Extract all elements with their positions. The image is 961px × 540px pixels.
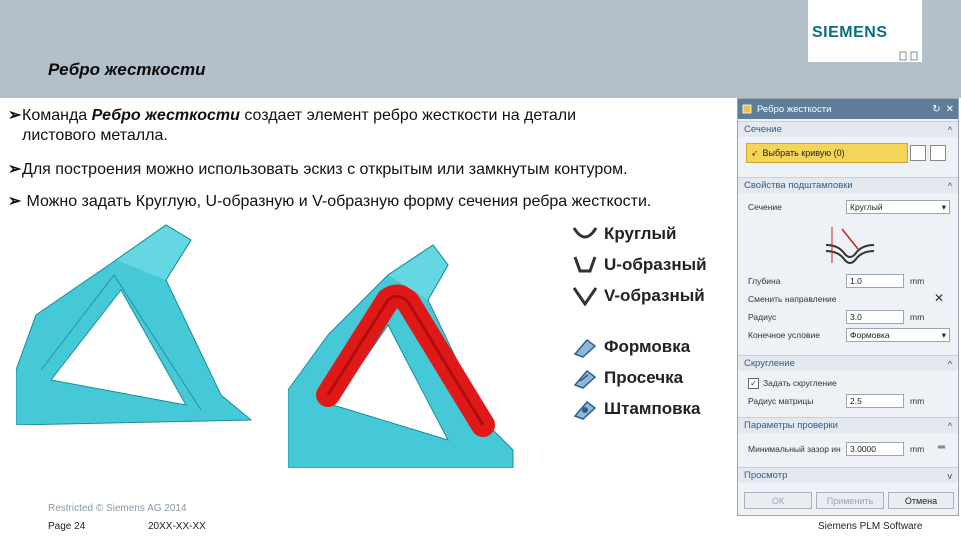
end-condition-row: Конечное условие [748, 330, 820, 340]
chevron-up-icon: ^ [947, 124, 952, 135]
chevron-up-icon: ^ [947, 420, 952, 431]
type-lance: Просечка [572, 367, 683, 389]
rib-dialog [737, 98, 959, 516]
type-stamp: Штамповка [572, 398, 701, 420]
select-curve-row[interactable]: ➹ Выбрать кривую (0) [746, 143, 908, 163]
radius-row: Радиус [748, 312, 777, 322]
reset-icon[interactable]: ↻ [932, 103, 941, 115]
die-radius-row: Радиус матрицы [748, 396, 814, 406]
prefs-header[interactable]: Параметры проверки ^ [738, 417, 958, 433]
round-checkbox[interactable]: ✓ [748, 378, 759, 389]
shape-v: V-образный [572, 286, 705, 306]
round-check-row: ✓ Задать скругление [748, 375, 950, 391]
shape-u: U-образный [572, 255, 707, 275]
min-gap-row: Минимальный зазор ин [748, 444, 841, 454]
section-type-row: Сечение [748, 202, 782, 212]
logo-text: SIEMENS [812, 24, 888, 41]
stamp-icon [572, 398, 598, 420]
min-gap-input[interactable]: 3.0000 [846, 442, 904, 456]
v-profile-icon [572, 286, 598, 306]
end-condition-select[interactable]: Формовка ▾ [846, 328, 950, 342]
arrow-bullet-icon: ➢ [8, 107, 22, 124]
apply-button[interactable]: Применить [816, 492, 884, 509]
section-header[interactable]: Сечение ^ [738, 121, 958, 137]
properties-header[interactable]: Свойства подштамповки ^ [738, 177, 958, 193]
shape-round: Круглый [572, 224, 676, 244]
footer-restricted: Restricted © Siemens AG 2014 [48, 503, 187, 514]
die-radius-input[interactable]: 2.5 [846, 394, 904, 408]
footer-page: Page 24 [48, 521, 86, 532]
chevron-down-icon: v [947, 470, 952, 481]
cancel-button[interactable]: Отмена [888, 492, 954, 509]
arrow-bullet-icon: ➢ [8, 193, 22, 210]
sketch-button[interactable] [930, 145, 946, 161]
u-profile-icon [572, 255, 598, 275]
arrow-bullet-icon: ➢ [8, 161, 22, 178]
die-radius-unit: mm [910, 396, 925, 406]
chevron-up-icon: ^ [947, 358, 952, 369]
bullet-3: ➢ Можно задать Круглую, U-образную и V-образную форму сечения ребра жесткости. [8, 193, 652, 210]
part-image-rib [288, 240, 518, 468]
section-type-select[interactable]: Круглый ▾ [846, 200, 950, 214]
dropdown-arrow-icon: ▾ [941, 329, 946, 340]
flip-direction-row: Сменить направление [748, 294, 837, 304]
preview-header[interactable]: Просмотр v [738, 467, 958, 483]
radius-unit: mm [910, 312, 925, 322]
min-gap-unit: mm [910, 444, 925, 454]
close-icon[interactable]: ✕ [945, 103, 954, 115]
dialog-titlebar [738, 99, 958, 119]
selection-pointer-icon: ➹ [751, 147, 759, 158]
depth-row: Глубина [748, 276, 781, 286]
chevron-up-icon: ^ [947, 180, 952, 191]
footer-date: 20XX-XX-XX [148, 521, 206, 532]
dialog-title: Ребро жесткости [757, 103, 832, 115]
round-header[interactable]: Скругление ^ [738, 355, 958, 371]
formula-menu-icon[interactable]: ═ [938, 442, 946, 453]
slide-title: Ребро жесткости [48, 60, 206, 79]
depth-input[interactable]: 1.0 [846, 274, 904, 288]
forming-icon [572, 336, 598, 358]
logo-marks [898, 50, 922, 62]
type-forming: Формовка [572, 336, 690, 358]
flip-direction-icon[interactable]: ✕ [934, 291, 945, 305]
rib-feature-icon [742, 104, 752, 114]
bullet-1: ➢Команда Ребро жесткости создает элемент ребро жесткости на детали [8, 107, 577, 124]
ok-button[interactable]: ОК [744, 492, 812, 509]
radius-input[interactable]: 3.0 [846, 310, 904, 324]
part-image-plain [16, 220, 266, 425]
select-curve-button[interactable] [910, 145, 926, 161]
footer-company: Siemens PLM Software [818, 521, 923, 532]
dropdown-arrow-icon: ▾ [941, 201, 946, 212]
depth-unit: mm [910, 276, 925, 286]
section-preview-icon [822, 223, 878, 267]
bullet-1-line2: листового металла. [22, 127, 168, 144]
round-profile-icon [572, 224, 598, 244]
bullet-2: ➢Для построения можно использовать эскиз с открытым или замкнутым контуром. [8, 161, 628, 178]
lance-icon [572, 367, 598, 389]
